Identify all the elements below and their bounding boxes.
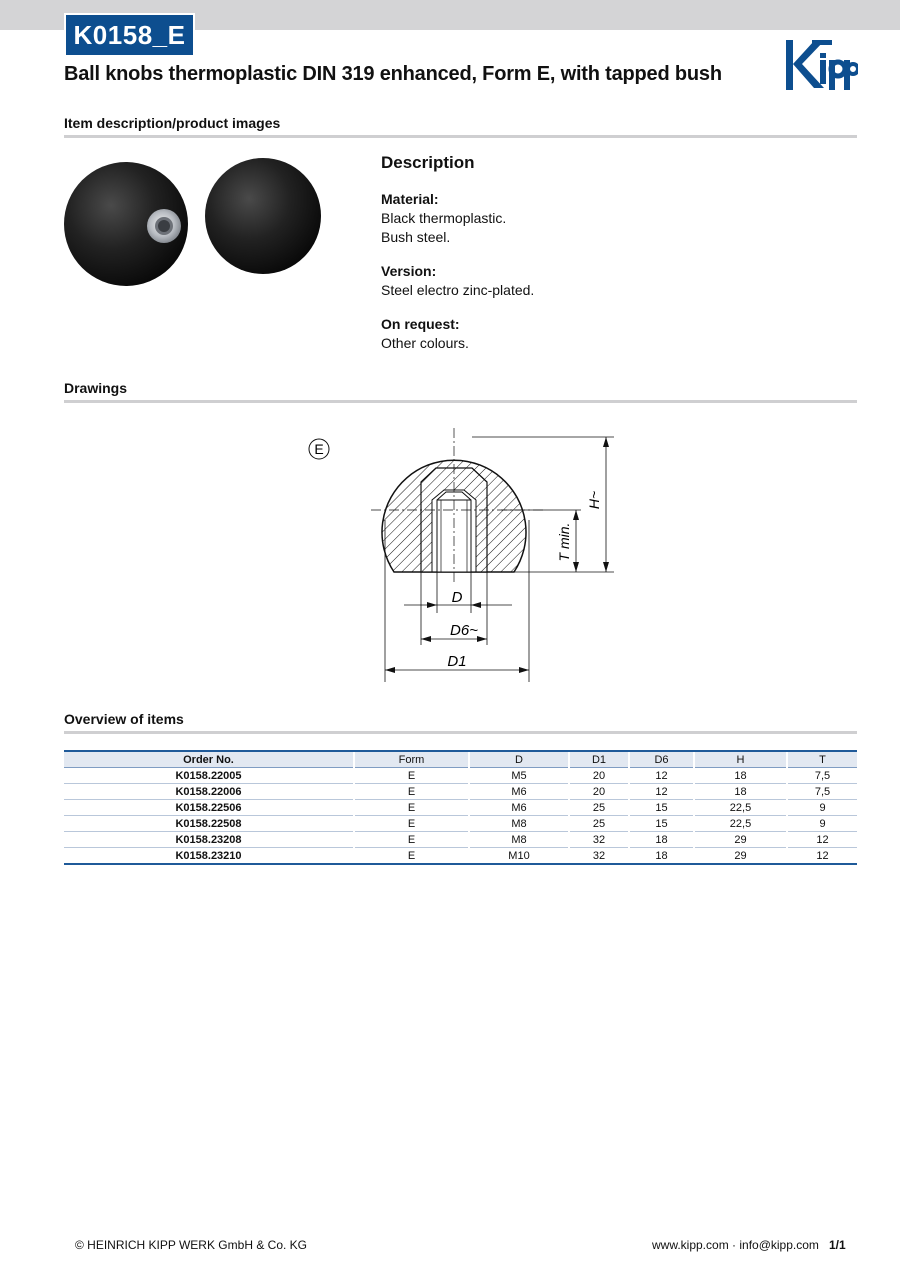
dim-d1-label: D1 bbox=[447, 653, 467, 670]
table-cell: E bbox=[354, 784, 469, 800]
table-cell: E bbox=[354, 816, 469, 832]
table-row bbox=[64, 800, 857, 816]
footer-copyright: © HEINRICH KIPP WERK GmbH & Co. KG bbox=[75, 1238, 307, 1252]
table-cell: 18 bbox=[694, 784, 787, 800]
table-cell: E bbox=[354, 768, 469, 784]
section-overview-title: Overview of items bbox=[64, 711, 184, 727]
section-images-title: Item description/product images bbox=[64, 115, 281, 131]
table-cell: 32 bbox=[569, 832, 629, 848]
column-header: T bbox=[787, 751, 857, 768]
table-cell: M5 bbox=[469, 768, 569, 784]
order-number-cell: K0158.22506 bbox=[64, 800, 354, 816]
product-image bbox=[64, 150, 326, 290]
table-cell: 25 bbox=[569, 816, 629, 832]
dim-t-label: T min. bbox=[556, 522, 572, 562]
table-cell: 7,5 bbox=[787, 768, 857, 784]
description-heading: Description bbox=[381, 153, 475, 172]
table-cell: 12 bbox=[787, 832, 857, 848]
dim-d6-label: D6~ bbox=[450, 622, 478, 639]
page-title: Ball knobs thermoplastic DIN 319 enhanced, Form E, with tapped bush bbox=[64, 63, 722, 85]
column-header: H bbox=[694, 751, 787, 768]
section-rule bbox=[64, 135, 857, 138]
dim-d-label: D bbox=[451, 589, 463, 606]
column-header: D1 bbox=[569, 751, 629, 768]
table-header-row bbox=[64, 751, 857, 768]
technical-drawing bbox=[296, 420, 626, 695]
footer-page-number: 1/1 bbox=[829, 1238, 846, 1252]
order-number-cell: K0158.23210 bbox=[64, 848, 354, 865]
table-cell: M8 bbox=[469, 816, 569, 832]
table-cell: E bbox=[354, 800, 469, 816]
table-row bbox=[64, 768, 857, 784]
order-number-cell: K0158.23208 bbox=[64, 832, 354, 848]
version-line-1: Steel electro zinc-plated. bbox=[381, 282, 535, 298]
request-label: On request: bbox=[381, 316, 460, 332]
description-block bbox=[381, 153, 841, 368]
table-cell: M10 bbox=[469, 848, 569, 865]
order-number-cell: K0158.22006 bbox=[64, 784, 354, 800]
request-line-1: Other colours. bbox=[381, 335, 469, 351]
table-cell: 9 bbox=[787, 816, 857, 832]
table-cell: 18 bbox=[629, 848, 694, 865]
table-cell: M6 bbox=[469, 800, 569, 816]
table-cell: E bbox=[354, 848, 469, 865]
section-rule bbox=[64, 731, 857, 734]
table-cell: 15 bbox=[629, 816, 694, 832]
material-label: Material: bbox=[381, 191, 439, 207]
table-cell: 29 bbox=[694, 848, 787, 865]
table-cell: 29 bbox=[694, 832, 787, 848]
table-cell: 18 bbox=[629, 832, 694, 848]
table-cell: 20 bbox=[569, 768, 629, 784]
section-drawings-title: Drawings bbox=[64, 380, 128, 396]
column-header: D6 bbox=[629, 751, 694, 768]
table-row bbox=[64, 784, 857, 800]
order-number-cell: K0158.22005 bbox=[64, 768, 354, 784]
material-line-2: Bush steel. bbox=[381, 229, 451, 245]
column-header: Order No. bbox=[64, 751, 354, 768]
table-cell: E bbox=[354, 832, 469, 848]
table-cell: M8 bbox=[469, 832, 569, 848]
table-cell: 32 bbox=[569, 848, 629, 865]
form-mark: E bbox=[314, 441, 324, 457]
column-header: Form bbox=[354, 751, 469, 768]
table-row bbox=[64, 848, 857, 865]
table-cell: 15 bbox=[629, 800, 694, 816]
material-line-1: Black thermoplastic. bbox=[381, 210, 507, 226]
table-cell: 7,5 bbox=[787, 784, 857, 800]
table-cell: 12 bbox=[629, 768, 694, 784]
table-cell: 12 bbox=[787, 848, 857, 865]
table-cell: 20 bbox=[569, 784, 629, 800]
table-cell: 25 bbox=[569, 800, 629, 816]
table-cell: M6 bbox=[469, 784, 569, 800]
table-cell: 22,5 bbox=[694, 816, 787, 832]
section-rule bbox=[64, 400, 857, 403]
table-row bbox=[64, 832, 857, 848]
table-cell: 22,5 bbox=[694, 800, 787, 816]
table-row bbox=[64, 816, 857, 832]
table-cell: 9 bbox=[787, 800, 857, 816]
table-cell: 12 bbox=[629, 784, 694, 800]
order-number-cell: K0158.22508 bbox=[64, 816, 354, 832]
dim-h-label: H~ bbox=[586, 490, 602, 510]
column-header: D bbox=[469, 751, 569, 768]
item-code-badge: K0158_E bbox=[64, 13, 195, 57]
footer-contact[interactable]: www.kipp.com · info@kipp.com bbox=[652, 1238, 819, 1252]
table-cell: 18 bbox=[694, 768, 787, 784]
version-label: Version: bbox=[381, 263, 437, 279]
items-table bbox=[64, 750, 857, 865]
kipp-logo bbox=[784, 38, 858, 92]
